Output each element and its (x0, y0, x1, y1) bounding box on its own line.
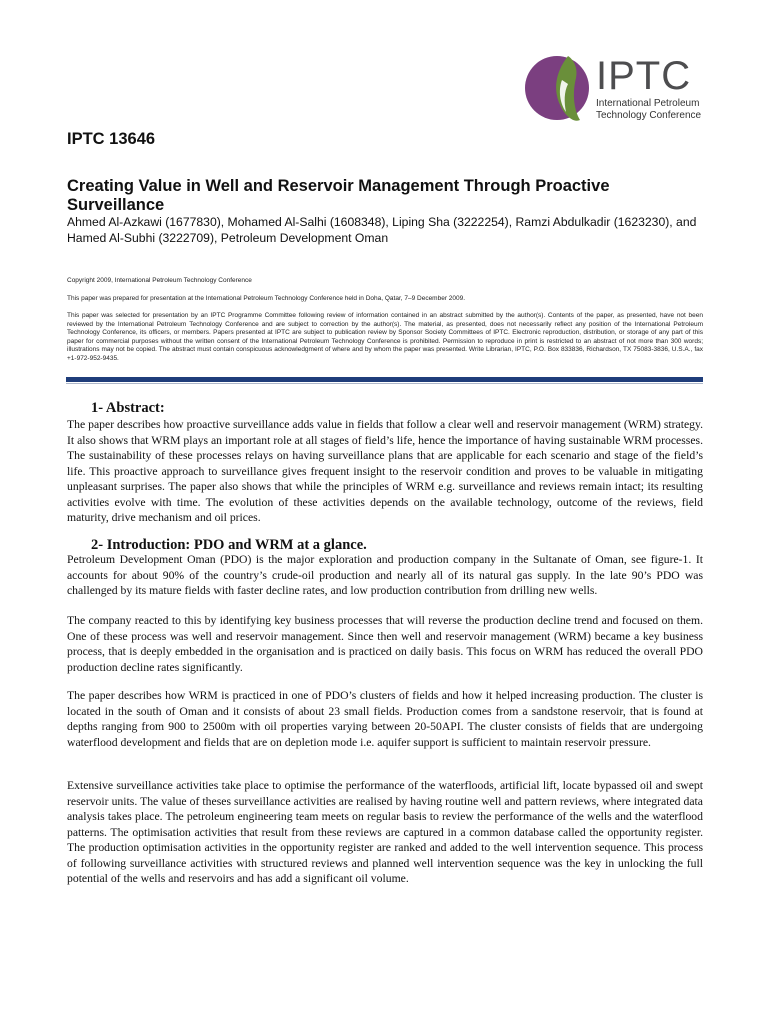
abstract-paragraph: The paper describes how proactive surveillance adds value in fields that follow a clear well and reservoir management (WRM) strategy. It also shows that WRM plays an important role at all stages of field’s life, hence the importance of having sustainable WRM processes. The sustainability of these processes relays on having surveillance plans that are applicable for each scenario and stage of the field’s life. This proactive approach to surveillance gives frequent insight to the reservoir condition and proves to be valuable in mitigating unpleasant surprises. The paper also shows that while the principles of WRM e.g. surveillance and reviews remain intact; its resulting activities evolve with time. The evolution of these activities depends on the available technology, outcome of the reviews, field maturity, drive mechanism and oil prices. (67, 418, 703, 524)
authors: Ahmed Al-Azkawi (1677830), Mohamed Al-Salhi (1608348), Liping Sha (3222254), Ramzi Abdulkadir (1623230), and Hamed Al-Subhi (3222709), Petroleum Development Oman (67, 215, 697, 245)
logo-subtitle-1: International Petroleum (596, 98, 700, 109)
logo-subtitle-2: Technology Conference (596, 110, 702, 121)
paper-id: IPTC 13646 (67, 130, 156, 148)
intro-paragraph-4: Extensive surveillance activities take place to optimise the performance of the waterfloods, artificial lift, locate bypassed oil and swept reservoir units. The value of theses surveillance activities are realised by having routine well and pattern reviews, where integrated data analysis takes place. The petroleum engineering team meets on regular basis to review the performance of the wells and the waterflood patterns. The optimisation activities that result from these reviews are captured in a common database called the opportunity register. The production optimisation activities in the opportunity register are ranked and added to the well intervention sequence. This process of following surveillance activities with structured reviews and planned well intervention sequence was the key in unlocking the full potential of the wells and reservoirs and has add a significant oil volume. (67, 779, 703, 885)
logo-name: IPTC (596, 54, 692, 98)
disclaimer: This paper was selected for presentation by an IPTC Programme Committee following review of information contained in an abstract submitted by the author(s). Contents of the paper, as presented, have not been reviewed by the International Petroleum Technology Conference and are subject to correction by the author(s). The material, as presented, does not necessarily reflect any position of the International Petroleum Technology Conference, its officers, or members. Papers presented at IPTC are subject to publication review by Sponsor Society Committees of IPTC. Electronic reproduction, distribution, or storage of any part of this paper for commercial purposes without the written consent of the International Petroleum Technology Conference is prohibited. Permission to reproduce in print is restricted to an abstract of not more than 300 words; illustrations may not be copied. The abstract must contain conspicuous acknowledgment of where and by whom the paper was presented. Write Librarian, IPTC, P.O. Box 833836, Richardson, TX 75083-3836, U.S.A., fax +1-972-952-9435. (67, 312, 703, 362)
paper-title: Creating Value in Well and Reservoir Management Through Proactive Surveillance (67, 177, 610, 214)
intro-heading: 2- Introduction: PDO and WRM at a glance. (91, 537, 367, 553)
abstract-heading: 1- Abstract: (91, 400, 165, 416)
copyright-notice: Copyright 2009, International Petroleum Technology Conference (67, 277, 252, 284)
intro-paragraph-2: The company reacted to this by identifying key business processes that will reverse the production decline trend and focused on them. One of these process was well and reservoir management. Since then well and reservoir management (WRM) became a key business process, that is deeply embedded in the organisation and is practiced on daily basis. This focus on WRM has reduced the overall PDO production decline rates significantly. (67, 614, 703, 674)
intro-paragraph-1: Petroleum Development Oman (PDO) is the major exploration and production company in the Sultanate of Oman, see figure-1. It accounts for about 90% of the country’s crude-oil production and nearly all of its natural gas supply. In the late 90’s PDO was challenged by its mature fields with faster decline rates, and low production contribution from drilling new wells. (67, 553, 703, 597)
logo-text (596, 56, 701, 122)
header-divider-shadow (66, 383, 703, 384)
intro-paragraph-3: The paper describes how WRM is practiced in one of PDO’s clusters of fields and how it helped increasing production. The cluster is located in the south of Oman and it consists of about 23 small fields. Production comes from a sandstone reservoir, that is found at depths ranging from 900 to 2500m with oil properties varying between 20-50API. The cluster consists of fields that are undergoing waterflood development and fields that are on depletion mode i.e. aquifer support is sufficient to maintain reservoir pressure. (67, 689, 703, 749)
header-divider (66, 377, 703, 382)
prepared-notice: This paper was prepared for presentation at the International Petroleum Technology Conference held in Doha, Qatar, 7–9 December 2009. (67, 295, 466, 302)
